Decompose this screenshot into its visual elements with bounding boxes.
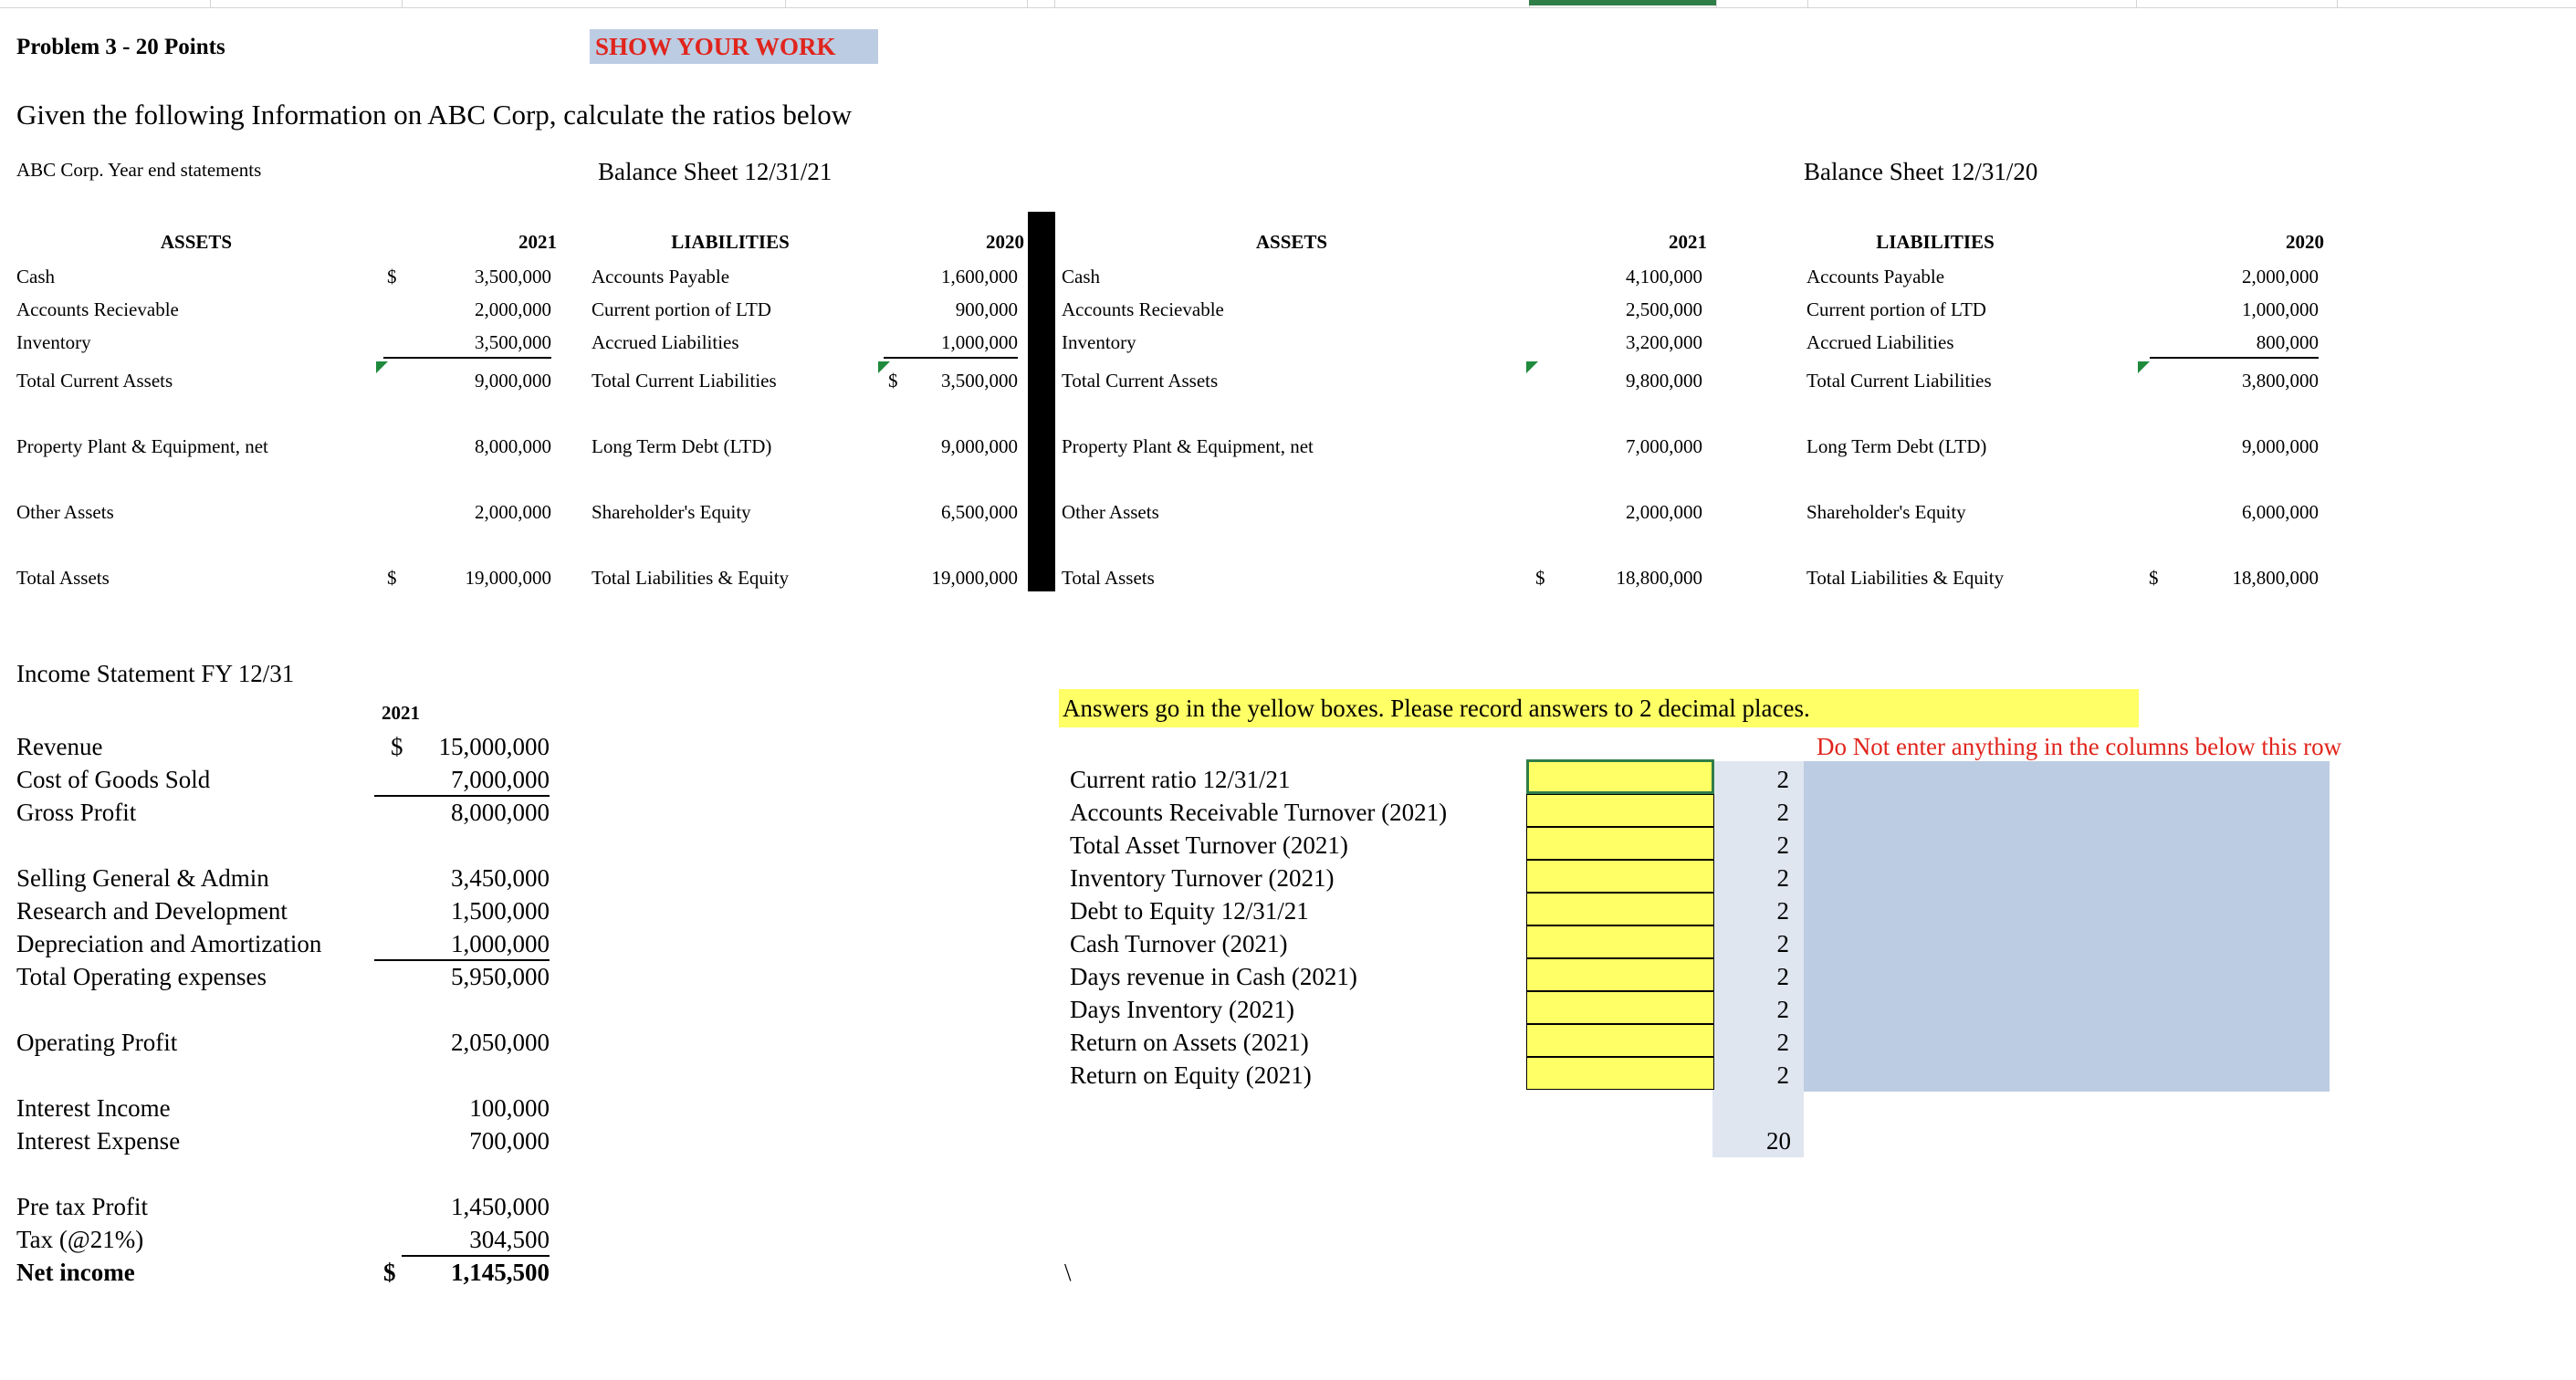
bs2020-liab-label: Total Liabilities & Equity (1806, 567, 2005, 589)
bs2020-liab-value[interactable]: 800,000 (2150, 331, 2319, 359)
income-label: Revenue (16, 733, 103, 760)
bs2021-liab-value[interactable]: 900,000 (955, 298, 1018, 320)
income-value[interactable]: 1,000,000 (374, 930, 550, 961)
points-value: 2 (1776, 831, 1789, 859)
cell-error-marker (2138, 361, 2150, 373)
bs2021-asset-value[interactable]: 9,000,000 (475, 370, 551, 392)
income-value[interactable]: 8,000,000 (451, 799, 550, 826)
answer-cell-return-on-assets[interactable] (1526, 1024, 1714, 1057)
bs2020-liab-label: Shareholder's Equity (1806, 501, 1966, 523)
dollar-sign: $ (387, 266, 397, 288)
gridline (1716, 0, 1717, 7)
ratio-label: Debt to Equity 12/31/21 (1070, 897, 1309, 925)
dollar-sign: $ (391, 733, 403, 760)
bs2021-asset-value[interactable]: 3,500,000 (475, 266, 551, 288)
dollar-sign: $ (888, 370, 898, 392)
bs2020-asset-value[interactable]: 3,200,000 (1626, 331, 1702, 353)
points-value: 2 (1776, 864, 1789, 892)
answer-cell-debt-to-equity[interactable] (1526, 893, 1714, 925)
income-year-header: 2021 (382, 702, 420, 724)
income-label: Operating Profit (16, 1029, 178, 1056)
bs2020-liab-value[interactable]: 6,000,000 (2242, 501, 2319, 523)
bs2020-liab-label: Total Current Liabilities (1806, 370, 1992, 392)
ratio-label: Current ratio 12/31/21 (1070, 766, 1291, 793)
answer-cell-current-ratio[interactable] (1526, 759, 1714, 794)
bs2020-asset-label: Total Assets (1062, 567, 1155, 589)
bs2021-asset-label: Total Current Assets (16, 370, 173, 392)
income-value[interactable]: 100,000 (469, 1094, 550, 1122)
selected-column-indicator (1529, 0, 1716, 5)
gridline (2136, 0, 2137, 7)
ratio-label: Days Inventory (2021) (1070, 996, 1294, 1023)
income-value[interactable]: 15,000,000 (438, 733, 550, 760)
company-label: ABC Corp. Year end statements (16, 159, 262, 181)
income-value[interactable]: 1,450,000 (451, 1193, 550, 1220)
bs2020-asset-label: Accounts Recievable (1062, 298, 1224, 320)
bs2020-liab-label: Long Term Debt (LTD) (1806, 435, 1987, 457)
bs2021-liab-year-header: 2020 (986, 231, 1024, 253)
income-label: Interest Income (16, 1094, 171, 1122)
gridline (1054, 0, 1055, 7)
bs2020-asset-value[interactable]: 2,000,000 (1626, 501, 1702, 523)
points-value: 2 (1776, 963, 1789, 990)
stray-cell-text[interactable]: \ (1064, 1259, 1072, 1286)
bs2021-asset-value[interactable]: 3,500,000 (383, 331, 551, 359)
balance-sheet-2020-title: Balance Sheet 12/31/20 (1804, 158, 2038, 185)
bs2021-liab-value[interactable]: 1,000,000 (884, 331, 1018, 359)
bs2021-asset-value[interactable]: 19,000,000 (465, 567, 551, 589)
bs2020-liab-label: Accrued Liabilities (1806, 331, 1954, 353)
answer-cell-asset-turnover[interactable] (1526, 827, 1714, 860)
answer-cell-cash-turnover[interactable] (1526, 925, 1714, 958)
locked-columns-area (1804, 761, 2330, 1092)
bs2021-liab-value[interactable]: 9,000,000 (941, 435, 1018, 457)
answer-cell-days-revenue-cash[interactable] (1526, 958, 1714, 991)
gridline (2337, 0, 2338, 7)
bs2021-liab-label: Long Term Debt (LTD) (592, 435, 772, 457)
dollar-sign: $ (383, 1259, 396, 1286)
bs2020-asset-label: Property Plant & Equipment, net (1062, 435, 1314, 457)
bs2021-liab-label: Shareholder's Equity (592, 501, 751, 523)
bs2020-liab-value[interactable]: 1,000,000 (2242, 298, 2319, 320)
bs2020-liab-value[interactable]: 9,000,000 (2242, 435, 2319, 457)
bs2021-year-header: 2021 (518, 231, 557, 253)
points-value: 2 (1776, 897, 1789, 925)
bs2021-liab-value[interactable]: 6,500,000 (941, 501, 1018, 523)
income-label: Pre tax Profit (16, 1193, 148, 1220)
income-value[interactable]: 3,450,000 (451, 864, 550, 892)
income-label: Tax (@21%) (16, 1226, 144, 1253)
bs2020-asset-label: Total Current Assets (1062, 370, 1219, 392)
ratio-label: Days revenue in Cash (2021) (1070, 963, 1357, 990)
income-statement-title: Income Statement FY 12/31 (16, 660, 295, 687)
ratio-label: Total Asset Turnover (2021) (1070, 831, 1348, 859)
bs2021-liab-label: Accrued Liabilities (592, 331, 739, 353)
income-label: Gross Profit (16, 799, 137, 826)
income-label: Research and Development (16, 897, 288, 925)
total-points: 20 (1766, 1127, 1791, 1155)
bs2020-asset-label: Inventory (1062, 331, 1136, 353)
warning-text: Do Not enter anything in the columns below this row (1817, 733, 2342, 760)
bs2020-asset-label: Other Assets (1062, 501, 1159, 523)
bs2021-asset-value[interactable]: 2,000,000 (475, 501, 551, 523)
income-value[interactable]: 2,050,000 (451, 1029, 550, 1056)
column-separator (1028, 212, 1055, 591)
dollar-sign: $ (1535, 567, 1545, 589)
gridline (1807, 0, 1808, 7)
bs2020-liab-value[interactable]: 3,800,000 (2242, 370, 2319, 392)
bs2021-asset-label: Other Assets (16, 501, 114, 523)
cell-error-marker (376, 361, 388, 373)
ratio-label: Accounts Receivable Turnover (2021) (1070, 799, 1448, 826)
bs2021-liab-label: Accounts Payable (592, 266, 730, 288)
bs2020-asset-value[interactable]: 2,500,000 (1626, 298, 1702, 320)
bs2020-liab-value[interactable]: 2,000,000 (2242, 266, 2319, 288)
ratio-label: Return on Equity (2021) (1070, 1061, 1312, 1089)
points-value: 2 (1776, 1029, 1789, 1056)
gridline (1027, 0, 1028, 7)
ratio-label: Inventory Turnover (2021) (1070, 864, 1335, 892)
income-label: Net income (16, 1259, 135, 1286)
points-value: 2 (1776, 1061, 1789, 1089)
bs2020-assets-header: ASSETS (1255, 231, 1328, 253)
answer-cell-return-on-equity[interactable] (1526, 1057, 1714, 1090)
bs2020-liab-value[interactable]: 18,800,000 (2232, 567, 2319, 589)
answers-instruction-banner: Answers go in the yellow boxes. Please record answers to 2 decimal places. (1059, 689, 2139, 727)
income-value[interactable]: 700,000 (469, 1127, 550, 1155)
bs2021-liab-label: Total Liabilities & Equity (592, 567, 790, 589)
dollar-sign: $ (2149, 567, 2159, 589)
bs2020-asset-value[interactable]: 4,100,000 (1626, 266, 1702, 288)
instructions-text: Given the following Information on ABC Corp, calculate the ratios below (16, 99, 853, 131)
income-value[interactable]: 5,950,000 (451, 963, 550, 990)
ratio-label: Return on Assets (2021) (1070, 1029, 1309, 1056)
bs2021-asset-label: Total Assets (16, 567, 110, 589)
bs2021-liab-label: Total Current Liabilities (592, 370, 777, 392)
answer-cell-ar-turnover[interactable] (1526, 794, 1714, 827)
bs2021-asset-value[interactable]: 2,000,000 (475, 298, 551, 320)
points-value: 2 (1776, 766, 1789, 793)
bs2021-asset-label: Property Plant & Equipment, net (16, 435, 268, 457)
show-work-banner: SHOW YOUR WORK (590, 29, 878, 64)
points-value: 2 (1776, 799, 1789, 826)
balance-sheet-2021-title: Balance Sheet 12/31/21 (598, 158, 832, 185)
problem-title: Problem 3 - 20 Points (16, 35, 225, 59)
bs2021-liab-label: Current portion of LTD (592, 298, 771, 320)
bs2021-liab-value[interactable]: 3,500,000 (941, 370, 1018, 392)
income-label: Interest Expense (16, 1127, 181, 1155)
bs2021-asset-value[interactable]: 8,000,000 (475, 435, 551, 457)
bs2020-asset-value[interactable]: 9,800,000 (1626, 370, 1702, 392)
gridline (785, 0, 786, 7)
points-value: 2 (1776, 930, 1789, 957)
bs2020-liab-year-header: 2020 (2286, 231, 2324, 253)
points-value: 2 (1776, 996, 1789, 1023)
income-value[interactable]: 7,000,000 (374, 766, 550, 797)
income-value[interactable]: 1,500,000 (451, 897, 550, 925)
ratio-label: Cash Turnover (2021) (1070, 930, 1288, 957)
column-header-strip (0, 0, 2576, 8)
bs2021-asset-label: Inventory (16, 331, 91, 353)
cell-error-marker (1526, 361, 1538, 373)
bs2020-asset-value[interactable]: 18,800,000 (1616, 567, 1702, 589)
income-label: Total Operating expenses (16, 963, 267, 990)
gridline (210, 0, 211, 7)
bs2020-liabilities-header: LIABILITIES (1876, 231, 1995, 253)
bs2020-liab-label: Current portion of LTD (1806, 298, 1986, 320)
income-value[interactable]: 1,145,500 (451, 1259, 550, 1286)
gridline (402, 0, 403, 7)
income-value[interactable]: 304,500 (402, 1226, 550, 1257)
bs2020-year-header: 2021 (1669, 231, 1707, 253)
income-label: Cost of Goods Sold (16, 766, 211, 793)
bs2021-liab-value[interactable]: 1,600,000 (941, 266, 1018, 288)
bs2021-asset-label: Accounts Recievable (16, 298, 179, 320)
answer-cell-days-inventory[interactable] (1526, 991, 1714, 1024)
bs2021-liabilities-header: LIABILITIES (671, 231, 790, 253)
bs2020-asset-label: Cash (1062, 266, 1100, 288)
bs2020-asset-value[interactable]: 7,000,000 (1626, 435, 1702, 457)
bs2021-liab-value[interactable]: 19,000,000 (931, 567, 1018, 589)
bs2021-assets-header: ASSETS (160, 231, 233, 253)
bs2020-liab-label: Accounts Payable (1806, 266, 1945, 288)
answer-cell-inventory-turnover[interactable] (1526, 860, 1714, 893)
income-label: Depreciation and Amortization (16, 930, 322, 957)
bs2021-asset-label: Cash (16, 266, 55, 288)
dollar-sign: $ (387, 567, 397, 589)
income-label: Selling General & Admin (16, 864, 269, 892)
